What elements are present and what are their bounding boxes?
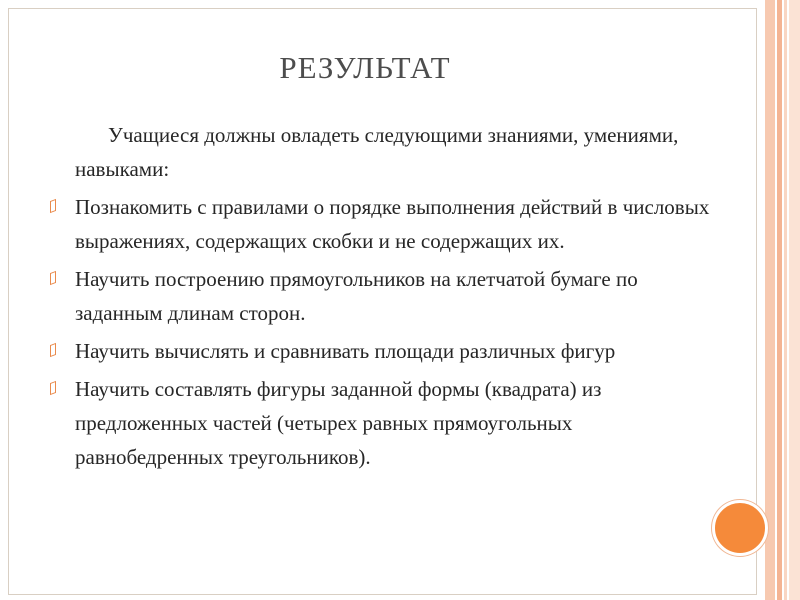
decorative-stripe [777,0,782,600]
bullet-icon [48,199,57,215]
bullet-item [75,190,715,258]
slide-title: РЕЗУЛЬТАТ [279,50,451,85]
bullet-text: Научить вычислять и сравнивать площади различных фигур [75,339,616,363]
bullet-text: Познакомить с правилами о порядке выполнения действий в числовых выражениях, содержащих скобки и не содержащих их. [75,195,710,253]
intro-paragraph: Учащиеся должны овладеть следующими знаниями, умениями, навыками: [75,123,679,181]
bullet-item [75,262,715,330]
bullet-icon [48,271,57,287]
bullet-icon [48,381,57,397]
decorative-stripe [765,0,775,600]
bullet-item [75,334,715,368]
decorative-stripe [784,0,787,600]
bullet-icon [48,343,57,359]
bullet-text: Научить построению прямоугольников на клетчатой бумаге по заданным длинам сторон. [75,267,638,325]
slide-body [75,118,715,478]
bullet-item [75,372,715,474]
bullet-text: Научить составлять фигуры заданной формы (квадрата) из предложенных частей (четырех равных прямоугольных равнобедренных треугольников). [75,377,602,469]
decorative-stripe [789,0,800,600]
orange-circle-decoration-icon [712,500,768,556]
